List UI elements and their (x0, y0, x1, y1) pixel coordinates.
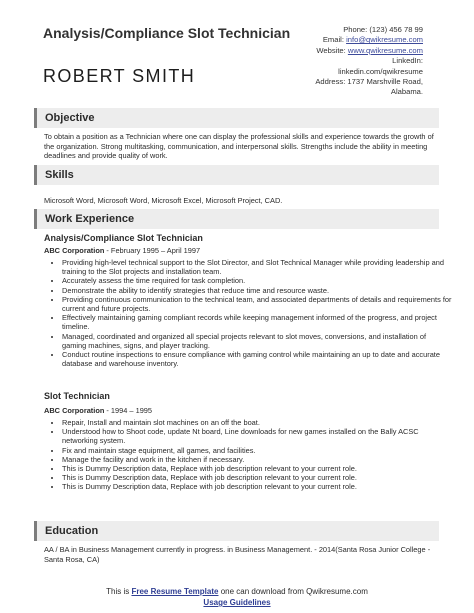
job-1-bullets (48, 258, 452, 368)
bullet-item: • Providing continuous communication to the technical team, and associated departments of details and requirements for current and future projects. (62, 295, 452, 313)
bullet-item: • Fix and maintain stage equipment, all games, and facilities. (62, 446, 452, 455)
bullet-item: • This is Dummy Description data, Replace with job description relevant to your current role. (62, 473, 452, 482)
job-2-company-line (44, 406, 152, 415)
footer-prefix: This is (106, 587, 132, 596)
bullet-item: • Managed, coordinated and organized all special projects relevant to slot moves, conversions, and installation of gaming machines, signs, and player tracking. (62, 332, 452, 350)
footer-middle: one can download from Qwikresume.com (218, 587, 368, 596)
website-link[interactable]: www.qwikresume.com (347, 45, 423, 55)
bullet-item: • Effectively maintaining gaming compliant records while keeping management informed of the progress, and project timeline. (62, 313, 452, 331)
job-2-company: ABC Corporation (44, 406, 105, 415)
free-resume-template-link[interactable]: Free Resume Template (131, 587, 219, 596)
linkedin-label: LinkedIn: (392, 56, 423, 66)
website-line (243, 46, 423, 56)
job-2-bullets (48, 418, 452, 492)
bullet-item: • This is Dummy Description data, Replace with job description relevant to your current role. (62, 482, 452, 491)
experience-heading: Work Experience (34, 209, 439, 229)
phone: Phone: (123) 456 78 99 (343, 25, 423, 34)
email-link[interactable]: info@qwikresume.com (346, 35, 423, 45)
bullet-item: • This is Dummy Description data, Replace with job description relevant to your current role. (62, 464, 452, 473)
website-label: Website: (316, 45, 348, 55)
job-1-company-line (44, 246, 200, 255)
address-line-1: Address: 1737 Marshville Road, (315, 77, 423, 87)
education-heading: Education (34, 521, 439, 541)
job-2-dates: - 1994 – 1995 (104, 406, 153, 415)
bullet-item: • Accurately assess the time required for task completion. (62, 276, 452, 285)
bullet-item: • Repair, Install and maintain slot machines on an off the boat. (62, 418, 452, 427)
objective-text: To obtain a position as a Technician where one can display the professional skills and experience towards the growth of the organization. Strong multitasking, communication, and interpersonal skills. Strengths include the ability in meeting deadlines and provide quality of work. (44, 132, 434, 161)
email-label: Email: (322, 35, 347, 45)
job-1-dates: - February 1995 – April 1997 (104, 246, 201, 255)
linkedin-url: linkedin.com/qwikresume (338, 66, 423, 76)
email-line (243, 35, 423, 45)
bullet-item: • Conduct routine inspections to ensure compliance with gaming control while maintaining an up to date and accurate database and warehouse inventory. (62, 350, 452, 368)
job-title: Analysis/Compliance Slot Technician (43, 25, 291, 41)
footer (0, 586, 474, 608)
job-1-title: Analysis/Compliance Slot Technician (44, 233, 203, 243)
bullet-item: • Understood how to Shoot code, update Nt board, Line downloads for new games installed on the Bally ACSC networking system. (62, 427, 452, 445)
skills-heading: Skills (34, 165, 439, 185)
usage-guidelines-link[interactable]: Usage Guidelines (203, 598, 271, 607)
job-2-title: Slot Technician (44, 391, 110, 401)
objective-heading: Objective (34, 108, 439, 128)
address-line-2: Alabama. (390, 87, 423, 97)
candidate-name: ROBERT SMITH (43, 66, 196, 86)
skills-text: Microsoft Word, Microsoft Word, Microsoft Excel, Microsoft Project, CAD. (44, 196, 283, 205)
job-1-company: ABC Corporation (44, 246, 105, 255)
bullet-item: • Manage the facility and work in the kitchen if necessary. (62, 455, 452, 464)
bullet-item: • Demonstrate the ability to identify strategies that reduce time and resource waste. (62, 286, 452, 295)
bullet-item: • Providing high-level technical support to the Slot Director, and Slot Technical Manager while providing leadership and training to the Slot projects and installation team. (62, 258, 452, 276)
education-text: AA / BA in Business Management currently in progress. in Business Management. - 2014(Santa Rosa Junior College - Santa Rosa, CA) (44, 545, 431, 564)
contact-block (243, 25, 423, 98)
